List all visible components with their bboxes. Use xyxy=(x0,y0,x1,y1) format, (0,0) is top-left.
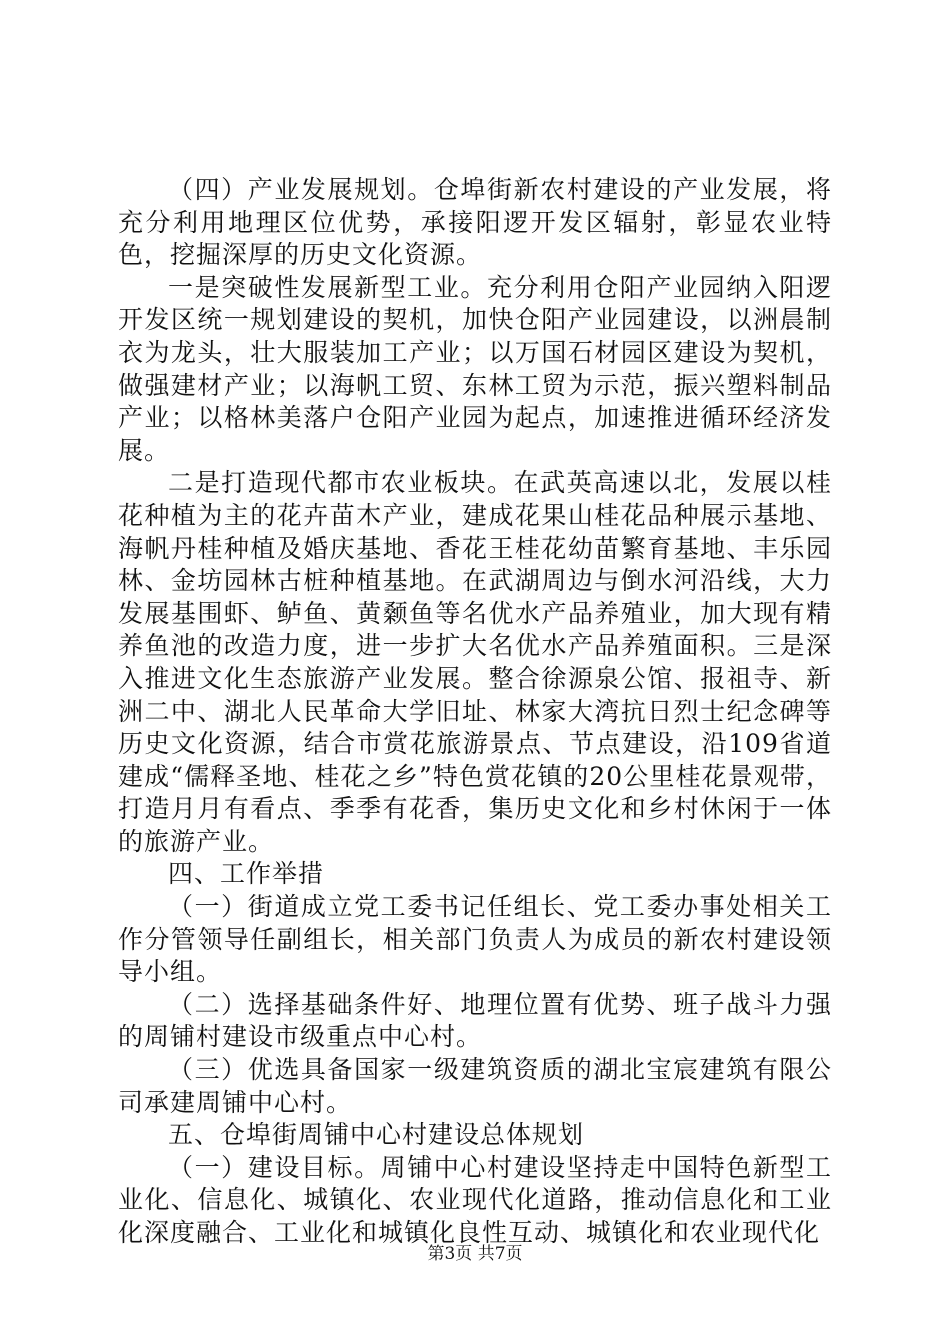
paragraph-measure-2: （二）选择基础条件好、地理位置有优势、班子战斗力强的周铺村建设市级重点中心村。 xyxy=(118,989,832,1052)
paragraph-new-industry: 一是突破性发展新型工业。充分利用仓阳产业园纳入阳逻开发区统一规划建设的契机，加快仓阳产业园建设，以洲晨制衣为龙头，壮大服装加工产业；以万国石材园区建设为契机，做强建材产业；以海帆工贸、东林工贸为示范，振兴塑料制品产业；以格林美落户仓阳产业园为起点，加速推进循环经济发展。 xyxy=(118,272,832,465)
section-heading-work-measures: 四、工作举措 xyxy=(168,859,325,889)
section-heading-overall-plan: 五、仓埠街周铺中心村建设总体规划 xyxy=(168,1120,585,1150)
paragraph-measure-1: （一）街道成立党工委书记任组长、党工委办事处相关工作分管领导任副组长，相关部门负责人为成员的新农村建设领导小组。 xyxy=(118,892,832,987)
page-number-footer: 第3页 共7页 xyxy=(427,1244,523,1264)
paragraph-measure-3: （三）优选具备国家一级建筑资质的湖北宝宸建筑有限公司承建周铺中心村。 xyxy=(118,1055,832,1117)
paragraph-urban-agriculture: 二是打造现代都市农业板块。在武英高速以北，发展以桂花种植为主的花卉苗木产业，建成花果山桂花品种展示基地、海帆丹桂种植及婚庆基地、香花王桂花幼苗繁育基地、丰乐园林、金坊园林古桩种植基地。在武湖周边与倒水河沿线，大力发展基围虾、鲈鱼、黄颡鱼等名优水产品养殖业，加大现有精养鱼池的改造力度，进一步扩大名优水产品养殖面积。三是深入推进文化生态旅游产业发展。整合徐源泉公馆、报祖寺、新洲二中、湖北人民革命大学旧址、林家大湾抗日烈士纪念碑等历史文化资源，结合市赏花旅游景点、节点建设，沿109省道建成“儒释圣地、桂花之乡”特色赏花镇的20公里桂花景观带，打造月月有看点、季季有花香，集历史文化和乡村休闲于一体的旅游产业。 xyxy=(118,468,832,856)
document-body xyxy=(118,174,832,1250)
paragraph-industry-plan: （四）产业发展规划。仓埠街新农村建设的产业发展，将充分利用地理区位优势，承接阳逻开发区辐射，彰显农业特色，挖掘深厚的历史文化资源。 xyxy=(118,175,832,270)
paragraph-construction-goal: （一）建设目标。周铺中心村建设坚持走中国特色新型工业化、信息化、城镇化、农业现代化道路，推动信息化和工业化深度融合、工业化和城镇化良性互动、城镇化和农业现代化 xyxy=(118,1152,832,1247)
